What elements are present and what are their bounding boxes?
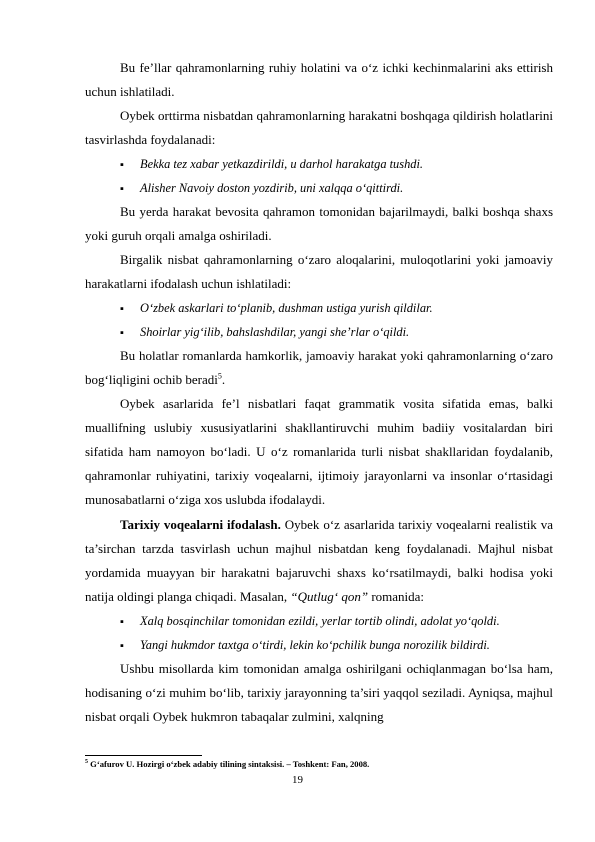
paragraph-5-text: Bu holatlar romanlarda hamkorlik, jamoaviy harakat yoki qahramonlarning o‘zaro bog‘liqligini ochib beradi — [85, 348, 553, 388]
paragraph-1: Bu fe’llar qahramonlarning ruhiy holatini va o‘z ichki kechinmalarini aks ettirish uchun ishlatiladi. — [85, 60, 553, 100]
paragraph-5-end: . — [221, 372, 226, 388]
paragraph-3: Bu yerda harakat bevosita qahramon tomonidan bajarilmaydi, balki boshqa shaxs yoki guruh orqali amalga oshiriladi. — [85, 204, 553, 244]
list-item — [85, 633, 553, 658]
page-number: 19 — [292, 774, 303, 786]
bullet-icon: ▪ — [120, 616, 124, 628]
footnote — [85, 759, 555, 770]
bullet-icon: ▪ — [120, 327, 124, 339]
list-item — [85, 152, 553, 177]
paragraph-8: Ushbu misollarda kim tomonidan amalga oshirilgani ochiqlanmagan bo‘lsa ham, hodisaning o‘zi muhim bo‘lib, tarixiy jarayonning ta’siri yaqqol seziladi. Ayniqsa, majhul nisbat orqali Oybek hukmron tabaqalar zulmini, xalqning — [85, 661, 553, 725]
list-item-text: Xalq bosqinchilar tomonidan ezildi, yerlar tortib olindi, adolat yo‘qoldi. — [140, 614, 500, 628]
paragraph-7-text: Oybek o‘z asarlarida tarixiy voqealarni realistik va ta’sirchan tarzda tasvirlash uchun majhul nisbatdan keng foydalanadi. Majhul nisbat yordamida muayyan bir harakatni bajaruvchi shaxs ko‘rsatilmaydi, balki hodisa yoki natija oldingi planga chiqadi. Masalan, — [85, 517, 553, 605]
footnote-mark: 5 — [85, 759, 88, 766]
novel-title: “Qutlug‘ qon” — [290, 589, 369, 605]
paragraph-7 — [85, 513, 553, 609]
footnote-text: G‘afurov U. Hozirgi o‘zbek adabiy tilining sintaksisi. – Toshkent: Fan, 2008. — [88, 759, 370, 769]
bullet-icon: ▪ — [120, 159, 124, 171]
paragraph-4: Birgalik nisbat qahramonlarning o‘zaro aloqalarini, muloqotlarini yoki jamoaviy harakatlarni ifodalash uchun ishlatiladi: — [85, 252, 553, 292]
paragraph-5 — [85, 344, 553, 392]
list-item — [85, 296, 553, 321]
list-item-text: Bekka tez xabar yetkazdirildi, u darhol harakatga tushdi. — [140, 157, 423, 171]
list-item — [85, 609, 553, 634]
bullet-icon: ▪ — [120, 183, 124, 195]
footnote-reference[interactable]: 5 — [217, 371, 222, 381]
list-item-text: Alisher Navoiy doston yozdirib, uni xalqqa o‘qittirdi. — [140, 181, 404, 195]
paragraph-7-end: romanida: — [368, 589, 425, 605]
paragraph-2: Oybek orttirma nisbatdan qahramonlarning harakatni boshqaga qildirish holatlarini tasvirlashda foydalanadi: — [85, 108, 553, 148]
bullet-icon: ▪ — [120, 303, 124, 315]
list-item-text: Shoirlar yig‘ilib, bahslashdilar, yangi she’rlar o‘qildi. — [140, 325, 410, 339]
section-heading: Tarixiy voqealarni ifodalash. — [120, 517, 281, 532]
footnote-divider — [85, 755, 202, 756]
paragraph-6: Oybek asarlarida fe’l nisbatlari faqat grammatik vosita sifatida emas, balki muallifning uslubiy xususiyatlarini shakllantiruvchi muhim badiiy vositalardan biri sifatida ham namoyon bo‘ladi. U o‘z romanlarida turli nisbat shakllaridan foydalanib, qahramonlar ruhiyatini, tarixiy voqealarni, ijtimoiy jarayonlarni va insonlar o‘rtasidagi munosabatlarni o‘ziga xos uslubda ifodalaydi. — [85, 396, 553, 508]
list-item — [85, 320, 553, 345]
list-item — [85, 176, 553, 201]
bullet-icon: ▪ — [120, 640, 124, 652]
list-item-text: O‘zbek askarlari to‘planib, dushman ustiga yurish qildilar. — [140, 301, 433, 315]
list-item-text: Yangi hukmdor taxtga o‘tirdi, lekin ko‘pchilik bunga norozilik bildirdi. — [140, 638, 490, 652]
